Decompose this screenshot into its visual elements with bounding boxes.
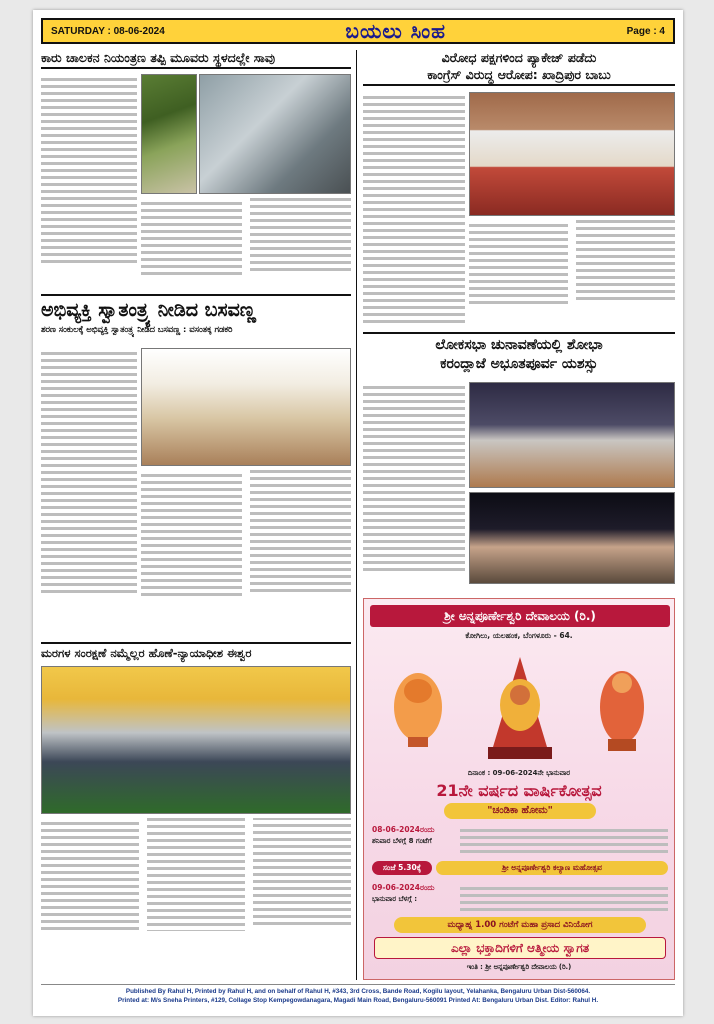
ad-signoff: ಇಂತಿ : ಶ್ರೀ ಅನ್ನಪೂರ್ಣೇಶ್ವರಿ ದೇವಾಲಯ (ರಿ.): [466, 963, 572, 971]
article-car-accident: [41, 50, 351, 69]
article-body-text: [363, 382, 465, 575]
article-shobha-karandlaje: [363, 332, 675, 373]
section-rule: [41, 294, 351, 296]
ad-welcome: ಎಲ್ಲಾ ಭಕ್ತಾದಿಗಳಿಗೆ ಆತ್ಮೀಯ ಸ್ವಾಗತ: [374, 937, 666, 959]
column-divider: [356, 50, 357, 980]
section-rule: [363, 332, 675, 334]
publication-imprint: [41, 984, 675, 1012]
headline-rule: [41, 67, 351, 69]
article-body-text: [469, 220, 675, 330]
article-congress-allegation: [363, 50, 675, 86]
ganesha-icon: [394, 673, 442, 747]
photo-wrecked-car: [199, 74, 351, 194]
issue-date: SATURDAY : 08-06-2024: [51, 25, 165, 37]
article-headline: ಕರಂದ್ಲಾಜೆ ಅಭೂತಪೂರ್ವ ಯಶಸ್ಸು: [440, 355, 598, 372]
ad-event: 21ನೇ ವರ್ಷದ ವಾರ್ಷಿಕೋತ್ಸವ: [436, 781, 602, 800]
photo-night-gathering: [469, 492, 675, 584]
ad-ritual: "ಚಂಡಿಕಾ ಹೋಮ": [444, 803, 596, 819]
article-body-text: [41, 74, 137, 290]
article-body-text: [41, 818, 351, 980]
ad-date-caption: ದಿನಾಂಕ : 09-06-2024ನೇ ಭಾನುವಾರ: [467, 769, 571, 777]
page-number: Page : 4: [626, 25, 665, 37]
ad-subtitle: ಕೋಗಿಲು, ಯಲಹಂಕ, ಬೆಂಗಳೂರು - 64.: [465, 631, 573, 640]
article-headline: ಮರಗಳ ಸಂರಕ್ಷಣೆ ನಮ್ಮೆಲ್ಲರ ಹೊಣೆ-ನ್ಯಾಯಾಧೀಶ ಈಶ್ವರ: [41, 646, 252, 660]
article-headline: ಕಾರು ಚಾಲಕನ ನಿಯಂತ್ರಣ ತಪ್ಪಿ ಮೂವರು ಸ್ಥಳದಲ್ಲೇ ಸಾವು: [41, 50, 276, 65]
ad-title: ಶ್ರೀ ಅನ್ನಪೂರ್ಣೇಶ್ವರಿ ದೇವಾಲಯ (ರಿ.): [370, 605, 670, 627]
photo-celebration-crowd: [469, 382, 675, 488]
ad-evening: ಸಂಜೆ 5.30ಕ್ಕೆ: [372, 861, 432, 875]
headline-rule: [363, 84, 675, 86]
article-headline: ಲೋಕಸಭಾ ಚುನಾವಣೆಯಲ್ಲಿ ಶೋಭಾ: [435, 337, 603, 353]
section-rule: [41, 642, 351, 644]
goddess-icon: [488, 657, 552, 759]
newspaper-title: ಬಯಲು ಸಿಂಹ: [345, 19, 446, 43]
article-basavanna: [41, 294, 351, 335]
article-tree-protection: [41, 642, 351, 661]
newspaper-page: [33, 10, 683, 1016]
article-subheadline: ಶರಣ ಸಂಕುಲಕ್ಕೆ ಅಭಿವ್ಯಕ್ತಿ ಸ್ವಾತಂತ್ರ್ಯ ನೀಡಿದ ಬಸವಣ್ಣ : ವಸಂತಕ್ಕ ಗಡಕರಿ: [41, 323, 233, 334]
photo-press-meet: [469, 92, 675, 216]
article-headline: ಅಭಿವ್ಯಕ್ತಿ ಸ್ವಾತಂತ್ರ್ಯ ನೀಡಿದ ಬಸವಣ್ಣ: [41, 299, 256, 321]
imprint-line-2: Printed at: M/s Sneha Printers, #129, Collage Stop Kempegowdanagara, Magadi Main Road, Bengaluru-560091 Printed At: Bengaluru Urban Dist. Editor: Rahul H.: [117, 997, 599, 1004]
photo-roadside-trees: [141, 74, 197, 194]
ad-time-2: ಭಾನುವಾರ ಬೆಳಗ್ಗೆ :: [372, 895, 418, 903]
ad-date-2: 09-06-2024ರಂದು: [372, 883, 435, 892]
ad-evening-event: ಶ್ರೀ ಅನ್ನಪೂರ್ಣೇಶ್ವರಿ ಕಲ್ಯಾಣ ಮಹೋತ್ಸವ: [436, 861, 668, 875]
ad-time-1: ಶನಿವಾರ ಬೆಳಗ್ಗೆ 8 ಗಂಟೆಗೆ: [372, 837, 432, 845]
article-body-text: [141, 198, 351, 290]
article-body-text: [141, 470, 351, 640]
photo-speaker-at-podium: [141, 348, 351, 466]
imprint-line-1: Published By Rahul H, Printed by Rahul H, and on behalf of Rahul H, #343, 3rd Cross, Bande Road, Kogilu layout, Yelahanka, Bengaluru Urban Dist-560064.: [125, 988, 591, 995]
article-headline: ವಿರೋಧ ಪಕ್ಷಗಳಿಂದ ಪ್ಯಾಕೇಜ್ ಪಡೆದು: [441, 50, 597, 65]
ad-schedule-text: [460, 825, 668, 857]
murugan-icon: [600, 671, 644, 751]
masthead-bar: [41, 18, 675, 44]
photo-tree-planting: [41, 666, 351, 814]
ad-prasada: ಮಧ್ಯಾಹ್ನ 1.00 ಗಂಟೆಗೆ ಮಹಾ ಪ್ರಸಾದ ವಿನಿಯೋಗ: [394, 917, 646, 933]
temple-advertisement: [363, 598, 675, 980]
ad-schedule-text: [460, 883, 668, 915]
article-body-text: [41, 348, 137, 597]
ad-date-1: 08-06-2024ರಂದು: [372, 825, 435, 834]
article-body-text: [363, 92, 465, 327]
article-headline: ಕಾಂಗ್ರೆಸ್ ವಿರುದ್ಧ ಆರೋಪ: ಖಾದ್ರಿಪುರ ಬಾಬು: [427, 67, 611, 82]
deity-images: [378, 647, 662, 767]
